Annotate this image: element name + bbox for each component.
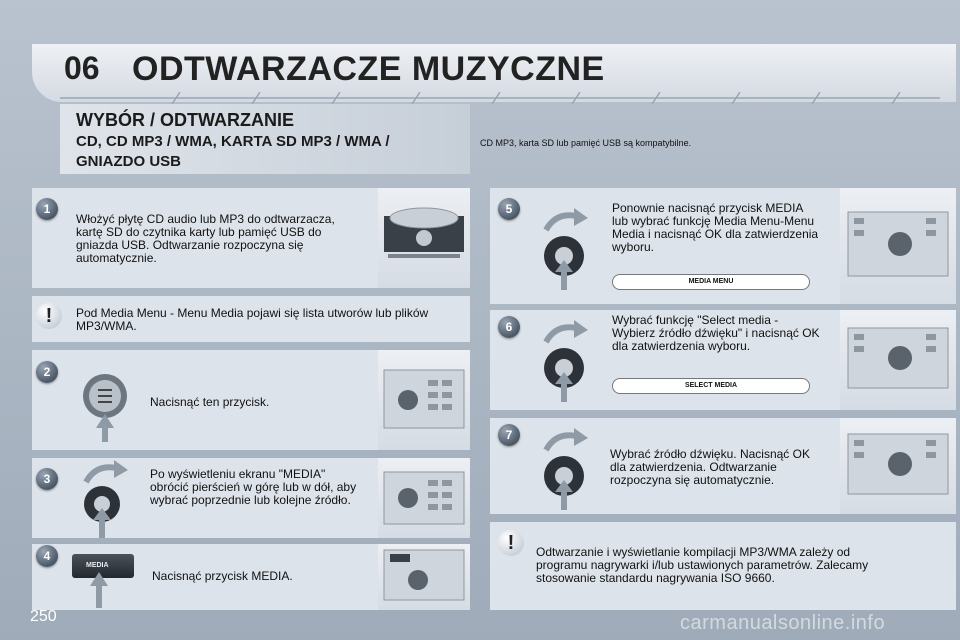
radio-panel-image [840, 310, 956, 410]
select-media-pill: SELECT MEDIA [612, 378, 810, 394]
warning-icon: ! [36, 303, 62, 329]
step-2-badge: 2 [36, 361, 58, 383]
step-1-badge: 1 [36, 198, 58, 220]
note-2-text: Odtwarzanie i wyświetlanie kompilacji MP3/WMA zależy od programu nagrywarki i/lub ustawionych parametrów. Zalecamy stosowanie standardu nagrywania ISO 9660. [536, 545, 869, 585]
step-6-badge: 6 [498, 316, 520, 338]
step-5-badge: 5 [498, 198, 520, 220]
chapter-title: ODTWARZACZE MUZYCZNE [132, 50, 605, 88]
watermark: carmanualsonline.info [680, 612, 886, 634]
media-button-label: MEDIA [86, 562, 109, 569]
step-4-badge: 4 [36, 545, 58, 567]
step-3-badge: 3 [36, 468, 58, 490]
radio-panel-image [840, 418, 956, 514]
rotary-press-icon [534, 318, 594, 402]
media-menu-pill: MEDIA MENU [612, 274, 810, 290]
section-title: WYBÓR / ODTWARZANIE [76, 110, 294, 130]
step-1-text: Włożyć płytę CD audio lub MP3 do odtwarzacza, kartę SD do czytnika karty lub pamięć USB do gniazda USB. Odtwarzanie rozpoczyna się automatycznie. [76, 212, 335, 265]
header-stripes [60, 92, 940, 104]
rotary-press-icon [534, 206, 594, 290]
arrow-up-icon [88, 572, 110, 608]
warning-icon: ! [498, 530, 524, 556]
radio-panel-image [378, 544, 470, 610]
step-4-text: Nacisnąć przycisk MEDIA. [152, 569, 293, 583]
step-6-text: Wybrać funkcję "Select media - Wybierz źródło dźwięku" i nacisnąć OK dla zatwierdzenia wyboru. [612, 313, 820, 353]
section-subtitle: CD, CD MP3 / WMA, KARTA SD MP3 / WMA / GNIAZDO USB [76, 133, 390, 170]
step-5-text: Ponownie nacisnąć przycisk MEDIA lub wybrać funkcję Media Menu-Menu Media i nacisnąć OK dla zatwierdzenia wyboru. [612, 201, 819, 254]
compat-note: CD MP3, karta SD lub pamięć USB są kompatybilne. [480, 138, 692, 148]
rotary-ring-icon [76, 458, 132, 538]
step-3-text: Po wyświetleniu ekranu "MEDIA" obrócić pierścień w górę lub w dół, aby wybrać poprzednie lub kolejne źródło. [150, 467, 357, 507]
step-7-text: Wybrać źródło dźwięku. Nacisnąć OK dla zatwierdzenia. Odtwarzanie rozpoczyna się automatycznie. [610, 447, 810, 487]
chapter-number: 06 [64, 50, 100, 86]
menu-button-icon [80, 370, 130, 442]
radio-panel-image [378, 350, 470, 450]
radio-panel-image [840, 188, 956, 304]
page-number: 250 [30, 608, 57, 625]
rotary-press-icon [534, 426, 594, 510]
cd-insert-image [378, 188, 470, 288]
step-2-text: Nacisnąć ten przycisk. [150, 395, 270, 409]
radio-panel-image [378, 458, 470, 538]
note-1-text: Pod Media Menu - Menu Media pojawi się lista utworów lub plików MP3/WMA. [76, 306, 429, 333]
step-7-badge: 7 [498, 424, 520, 446]
